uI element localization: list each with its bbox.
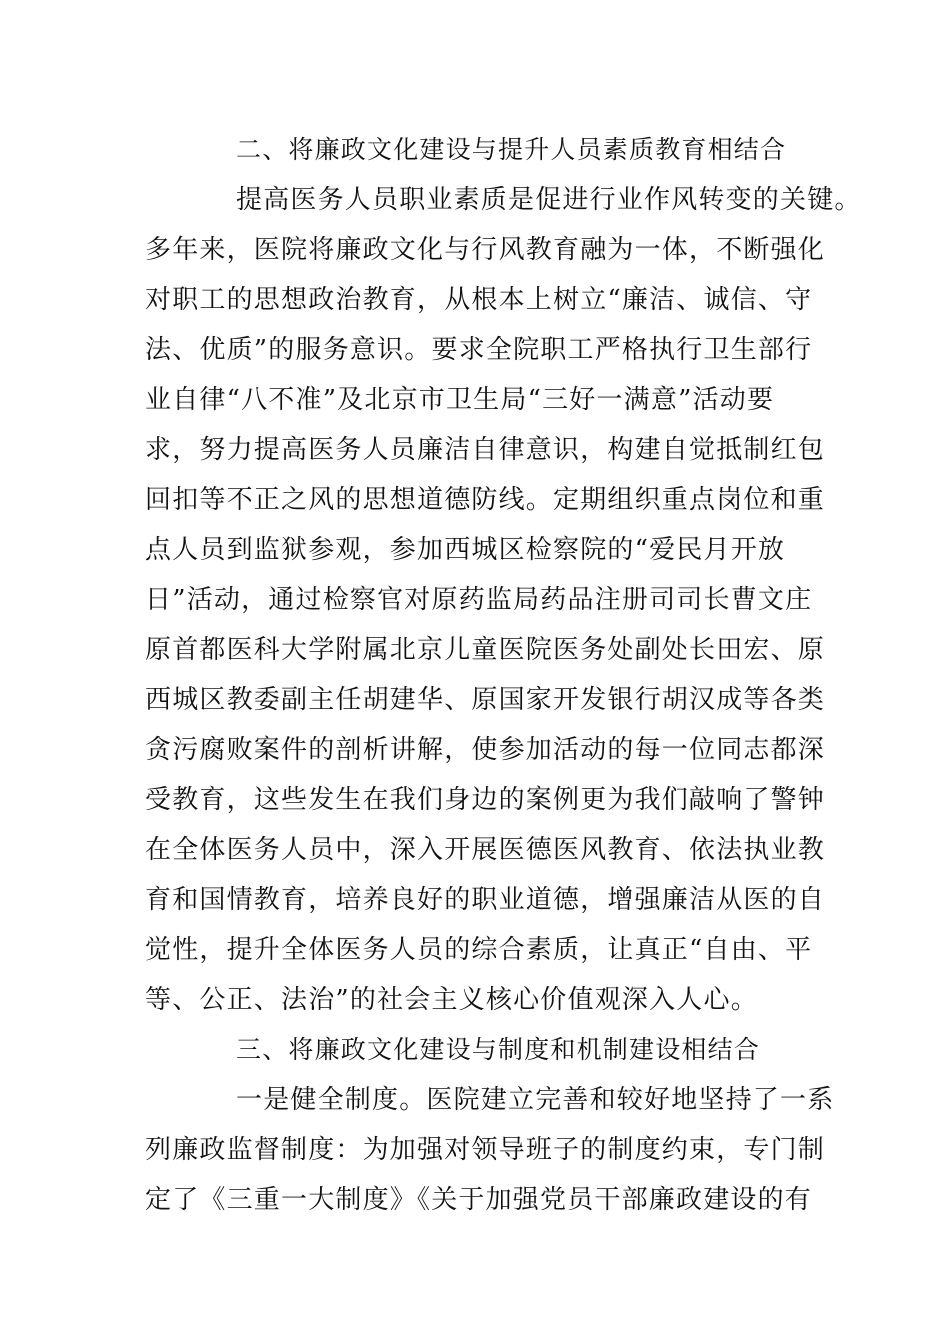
paragraph-line: 贪污腐败案件的剖析讲解，使参加活动的每一位同志都深: [145, 735, 826, 765]
paragraph-line: 回扣等不正之风的思想道德防线。定期组织重点岗位和重: [145, 485, 826, 515]
paragraph-line: 原首都医科大学附属北京儿童医院医务处副处长田宏、原: [145, 635, 826, 665]
paragraph-line: 法、优质”的服务意识。要求全院职工严格执行卫生部行: [145, 335, 813, 365]
paragraph-line: 一是健全制度。医院建立完善和较好地坚持了一系: [236, 1085, 835, 1115]
paragraph-line: 受教育，这些发生在我们身边的案例更为我们敲响了警钟: [145, 785, 826, 815]
paragraph-line: 在全体医务人员中，深入开展医德医风教育、依法执业教: [145, 835, 826, 865]
section-heading-2: 二、将廉政文化建设与提升人员素质教育相结合: [236, 135, 787, 164]
paragraph-line: 列廉政监督制度：为加强对领导班子的制度约束，专门制: [145, 1135, 826, 1165]
paragraph-line: 觉性，提升全体医务人员的综合素质，让真正“自由、平: [145, 935, 813, 965]
paragraph-line: 求，努力提高医务人员廉洁自律意识，构建自觉抵制红包: [145, 435, 826, 465]
paragraph-line: 点人员到监狱参观，参加西城区检察院的“爱民月开放: [145, 535, 786, 565]
paragraph-line: 育和国情教育，培养良好的职业道德，增强廉洁从医的自: [145, 885, 826, 915]
paragraph-line: 日”活动，通过检察官对原药监局药品注册司司长曹文庄: [145, 585, 813, 615]
paragraph-line: 多年来，医院将廉政文化与行风教育融为一体，不断强化: [145, 235, 826, 265]
paragraph-line: 等、公正、法治”的社会主义核心价值观深入人心。: [145, 985, 758, 1015]
paragraph-line: 提高医务人员职业素质是促进行业作风转变的关键。: [236, 185, 862, 215]
paragraph-line: 业自律“八不准”及北京市卫生局“三好一满意”活动要: [145, 385, 775, 415]
paragraph-line: 西城区教委副主任胡建华、原国家开发银行胡汉成等各类: [145, 685, 826, 715]
paragraph-line: 对职工的思想政治教育，从根本上树立“廉洁、诚信、守: [145, 285, 813, 315]
paragraph-line: 定了《三重一大制度》《关于加强党员干部廉政建设的有: [145, 1185, 813, 1215]
section-heading-3: 三、将廉政文化建设与制度和机制建设相结合: [236, 1035, 761, 1064]
